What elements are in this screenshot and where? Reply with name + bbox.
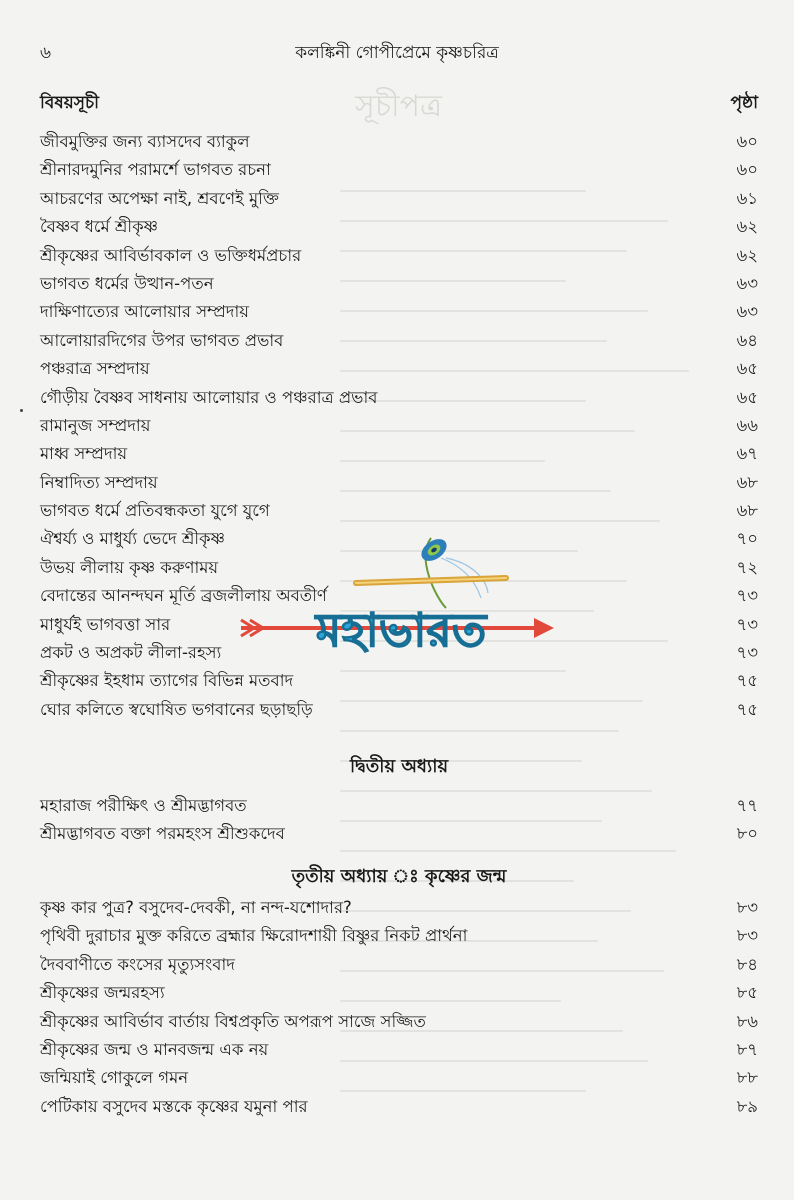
toc-entry-page: ৬০ bbox=[736, 132, 758, 151]
toc-entry-page: ৬০ bbox=[736, 160, 758, 180]
toc-entry-title: উভয় লীলায় কৃষ্ণ করুণাময় bbox=[40, 557, 219, 577]
toc-entry-title: শ্রীনারদমুনির পরামর্শে ভাগবত রচনা bbox=[40, 160, 271, 180]
toc-entry-title: রামানুজ সম্প্রদায় bbox=[40, 415, 151, 435]
toc-entry-title: ঐশ্বর্য্য ও মাধুর্য্য ভেদে শ্রীকৃষ্ণ bbox=[40, 529, 225, 549]
toc-entry bbox=[40, 185, 758, 213]
toc-entry-page: ৬৭ bbox=[736, 444, 758, 464]
toc-entry bbox=[40, 412, 758, 440]
toc-entry-page: ৮৯ bbox=[736, 1096, 758, 1116]
toc-entry-page: ৭৫ bbox=[736, 671, 758, 691]
page-header bbox=[40, 40, 754, 70]
contents-heading: বিষয়সূচী bbox=[40, 93, 99, 113]
toc-entry-page: ৭৩ bbox=[736, 614, 758, 634]
toc-entry-title: প্রকট ও অপ্রকট লীলা-রহস্য bbox=[40, 643, 222, 663]
toc-entry bbox=[40, 1008, 758, 1036]
toc-entry-page: ৭৩ bbox=[736, 643, 758, 663]
chapter-3-heading: তৃতীয় অধ্যায় ঃ কৃষ্ণের জন্ম bbox=[291, 866, 507, 887]
toc-entry-page: ৮৭ bbox=[736, 1039, 758, 1059]
toc-entry-page: ৬৬ bbox=[736, 415, 758, 435]
toc-entry-title: শ্রীমদ্ভাগবত বক্তা পরমহংস শ্রীশুকদেব bbox=[40, 824, 285, 844]
toc-entry-page: ৮৪ bbox=[736, 954, 758, 974]
toc-entry-title: গৌড়ীয় বৈষ্ণব সাধনায় আলোয়ার ও পঞ্চরাত্র প্রভাব bbox=[40, 387, 378, 407]
toc-entry-page: ৬৮ bbox=[736, 501, 758, 521]
toc-entry-page: ৭২ bbox=[736, 557, 758, 577]
toc-entry bbox=[40, 440, 758, 468]
toc-entry-title: শ্রীকৃষ্ণের ইহধাম ত্যাগের বিভিন্ন মতবাদ bbox=[40, 671, 294, 691]
toc-entry bbox=[40, 242, 758, 270]
toc-entry-page: ৬৮ bbox=[736, 472, 758, 492]
toc-entry bbox=[40, 979, 758, 1007]
toc-entry-page: ৮০ bbox=[736, 824, 758, 844]
toc-entry-page: ৬২ bbox=[736, 217, 758, 237]
toc-entry-title: দৈববাণীতে কংসের মৃত্যুসংবাদ bbox=[40, 954, 235, 974]
toc-chapter-2 bbox=[40, 792, 758, 849]
flute-icon bbox=[356, 578, 506, 583]
toc-entry-title: মাধুর্যই ভাগবত্তা সার bbox=[40, 614, 171, 634]
toc-chapter-3 bbox=[40, 894, 758, 1121]
toc-entry bbox=[40, 497, 758, 525]
toc-entry-page: ৭০ bbox=[736, 529, 758, 549]
toc-entry-title: শ্রীকৃষ্ণের আবির্ভাব বার্তায় বিশ্বপ্রকৃতি অপরূপ সাজে সজ্জিত bbox=[40, 1011, 426, 1031]
toc-entry-title: বেদান্তের আনন্দঘন মূর্তি ব্রজলীলায় অবতীর্ণ bbox=[40, 586, 327, 606]
bleed-through-heading: সূচীপত্র bbox=[355, 89, 442, 124]
toc-entry-title: পেটিকায় বসুদেব মস্তকে কৃষ্ণের যমুনা পার bbox=[40, 1096, 308, 1116]
toc-entry-page: ৭৩ bbox=[736, 586, 758, 606]
toc-entry bbox=[40, 1036, 758, 1064]
toc-entry-title: কৃষ্ণ কার পুত্র? বসুদেব-দেবকী, না নন্দ-যশোদার? bbox=[40, 898, 352, 917]
toc-entry-title: আলোয়ারদিগের উপর ভাগবত প্রভাব bbox=[40, 330, 284, 350]
toc-entry-title: ঘোর কলিতে স্বঘোষিত ভগবানের ছড়াছড়ি bbox=[40, 699, 313, 719]
toc-entry-title: ভাগবত ধর্মের উত্থান-পতন bbox=[40, 273, 214, 293]
column-headings bbox=[40, 90, 758, 120]
toc-entry-page: ৬৫ bbox=[736, 387, 758, 407]
toc-entry-page: ৮৫ bbox=[736, 983, 758, 1003]
watermark-text: মহাভারত bbox=[315, 603, 487, 657]
toc-entry bbox=[40, 951, 758, 979]
toc-entry-title: নিম্বাদিত্য সম্প্রদায় bbox=[40, 472, 158, 492]
toc-entry-page: ৬৩ bbox=[736, 273, 758, 293]
toc-entry bbox=[40, 298, 758, 326]
toc-entry-title: জীবমুক্তির জন্য ব্যাসদেব ব্যাকুল bbox=[40, 132, 250, 151]
watermark-logo bbox=[236, 528, 566, 688]
toc-entry bbox=[40, 469, 758, 497]
chapter-2-heading-wrap bbox=[40, 752, 758, 782]
toc-entry bbox=[40, 894, 758, 922]
toc-entry bbox=[40, 696, 758, 724]
toc-entry-title: শ্রীকৃষ্ণের জন্মরহস্য bbox=[40, 983, 165, 1003]
toc-entry-page: ৮৮ bbox=[736, 1068, 758, 1088]
running-title: কলঙ্কিনী গোপীপ্রেমে কৃষ্ণচরিত্র bbox=[295, 43, 499, 63]
toc-entry-title: বৈষ্ণব ধর্মে শ্রীকৃষ্ণ bbox=[40, 217, 158, 237]
toc-entry bbox=[40, 384, 758, 412]
toc-entry bbox=[40, 327, 758, 355]
toc-entry-title: শ্রীকৃষ্ণের আবির্ভাবকাল ও ভক্তিধর্মপ্রচার bbox=[40, 245, 302, 265]
toc-entry bbox=[40, 270, 758, 298]
toc-entry-page: ৮৩ bbox=[736, 898, 758, 917]
chapter-3-heading-wrap bbox=[40, 862, 758, 892]
chapter-2-heading: দ্বিতীয় অধ্যায় bbox=[349, 756, 449, 777]
toc-entry bbox=[40, 922, 758, 950]
toc-entry-page: ৬৩ bbox=[736, 302, 758, 322]
page-number: ৬ bbox=[40, 43, 52, 63]
toc-entry bbox=[40, 213, 758, 241]
toc-entry-page: ৬২ bbox=[736, 245, 758, 265]
toc-entry-title: আচরণের অপেক্ষা নাই, শ্রবণেই মুক্তি bbox=[40, 188, 279, 208]
toc-entry-title: শ্রীকৃষ্ণের জন্ম ও মানবজন্ম এক নয় bbox=[40, 1039, 269, 1059]
toc-entry-page: ৬৫ bbox=[736, 359, 758, 379]
peacock-feather-icon bbox=[417, 535, 488, 608]
toc-entry-title: ভাগবত ধর্মে প্রতিবন্ধকতা যুগে যুগে bbox=[40, 501, 270, 521]
toc-entry bbox=[40, 128, 758, 156]
toc-entry bbox=[40, 820, 758, 848]
toc-entry-title: জন্মিয়াই গোকুলে গমন bbox=[40, 1068, 189, 1088]
toc-entry-page: ৭৭ bbox=[736, 796, 758, 815]
toc-entry-page: ৬৪ bbox=[736, 330, 758, 350]
page-column-heading: পৃষ্ঠা bbox=[730, 93, 758, 113]
toc-entry-title: পঞ্চরাত্র সম্প্রদায় bbox=[40, 359, 150, 379]
toc-entry-title: পৃথিবী দুরাচার মুক্ত করিতে ব্রহ্মার ক্ষিরোদশায়ী বিষ্ণুর নিকট প্রার্থনা bbox=[40, 926, 468, 946]
toc-entry-page: ৮৩ bbox=[736, 926, 758, 946]
toc-entry bbox=[40, 156, 758, 184]
toc-entry bbox=[40, 792, 758, 820]
toc-entry bbox=[40, 1093, 758, 1121]
toc-entry bbox=[40, 355, 758, 383]
toc-entry-page: ৮৬ bbox=[736, 1011, 758, 1031]
toc-entry bbox=[40, 1064, 758, 1092]
toc-entry-title: মাধ্ব সম্প্রদায় bbox=[40, 444, 128, 464]
margin-mark bbox=[20, 409, 23, 412]
toc-entry-title: মহারাজ পরীক্ষিৎ ও শ্রীমদ্ভাগবত bbox=[40, 796, 247, 815]
toc-entry-page: ৭৫ bbox=[736, 699, 758, 719]
toc-entry-title: দাক্ষিণাত্যের আলোয়ার সম্প্রদায় bbox=[40, 302, 249, 322]
toc-entry-page: ৬১ bbox=[736, 188, 758, 208]
